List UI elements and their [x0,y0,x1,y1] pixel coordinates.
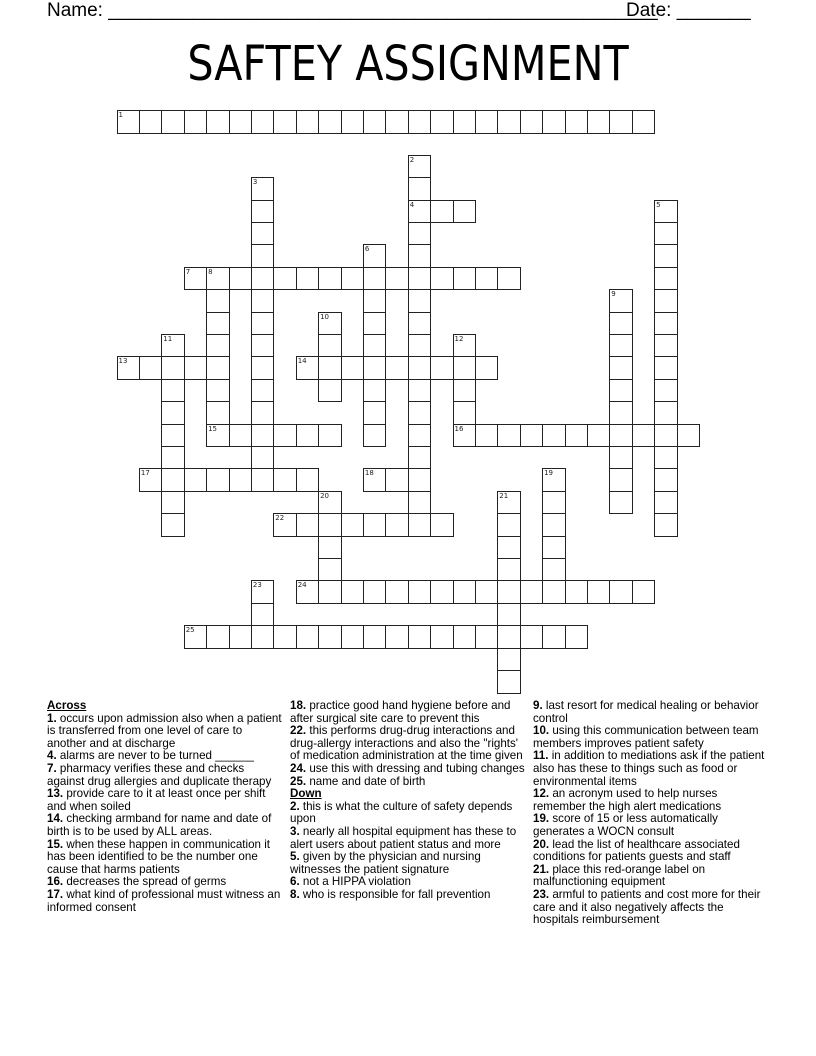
crossword-cell[interactable] [117,110,141,134]
cell-number: 2 [409,155,415,164]
crossword-cell[interactable] [408,424,432,448]
clue-across-17: 17. what kind of professional must witness an informed consent [47,887,281,914]
crossword-cell[interactable] [251,244,275,268]
cell-number: 13 [118,357,128,366]
crossword-cell[interactable] [318,312,342,336]
crossword-cell[interactable] [296,468,320,492]
crossword-cell[interactable] [251,289,275,313]
crossword-cell[interactable] [161,401,185,425]
crossword-cell[interactable] [318,424,342,448]
crossword-cell[interactable] [654,379,678,403]
crossword-cell[interactable] [408,155,432,179]
crossword-cell[interactable] [453,200,477,224]
crossword-cell[interactable] [654,491,678,515]
crossword-cell[interactable] [161,356,185,380]
crossword-cell[interactable] [385,267,409,291]
crossword-cell[interactable] [430,110,454,134]
crossword-cell[interactable] [609,379,633,403]
date-field[interactable]: Date: _______ [626,0,751,21]
crossword-cell[interactable] [542,580,566,604]
crossword-cell[interactable] [542,513,566,537]
crossword-cell[interactable] [609,289,633,313]
crossword-cell[interactable] [206,625,230,649]
crossword-cell[interactable] [408,177,432,201]
clue-across-18: 18. practice good hand hygiene before and after surgical site care to prevent this [290,699,511,725]
crossword-cell[interactable] [385,625,409,649]
crossword-cell[interactable] [229,625,253,649]
crossword-cell[interactable] [206,379,230,403]
crossword-cell[interactable] [497,670,521,694]
crossword-cell[interactable] [206,401,230,425]
crossword-cell[interactable] [251,603,275,627]
crossword-cell[interactable] [453,334,477,358]
crossword-cell[interactable] [654,267,678,291]
page-title: SAFTEY ASSIGNMENT [187,36,629,92]
crossword-cell[interactable] [453,267,477,291]
crossword-cell[interactable] [318,267,342,291]
crossword-cell[interactable] [318,491,342,515]
crossword-cell[interactable] [453,424,477,448]
crossword-cell[interactable] [206,356,230,380]
crossword-cell[interactable] [363,356,387,380]
crossword-cell[interactable] [408,625,432,649]
crossword-cell[interactable] [206,312,230,336]
crossword-cell[interactable] [408,513,432,537]
crossword-cell[interactable] [251,177,275,201]
crossword-cell[interactable] [229,468,253,492]
crossword-cell[interactable] [251,468,275,492]
crossword-cell[interactable] [475,267,499,291]
crossword-cell[interactable] [161,424,185,448]
crossword-cell[interactable] [296,267,320,291]
crossword-cell[interactable] [475,110,499,134]
crossword-cell[interactable] [184,110,208,134]
cell-number: 20 [320,491,330,500]
crossword-cell[interactable] [654,312,678,336]
crossword-cell[interactable] [206,267,230,291]
cell-number: 9 [611,290,616,299]
cell-number: 5 [656,200,661,209]
clue-down-3: 3. nearly all hospital equipment has these to alert users about patient status and more [290,824,517,851]
crossword-cell[interactable] [654,200,678,224]
crossword-cell[interactable] [341,580,365,604]
crossword-cell[interactable] [251,580,275,604]
down-heading: Down [290,787,322,801]
cell-number: 12 [454,335,464,343]
crossword-cell[interactable] [497,110,521,134]
crossword-cell[interactable] [139,110,163,134]
crossword-cell[interactable] [251,625,275,649]
crossword-cell[interactable] [363,267,387,291]
crossword-cell[interactable] [497,536,521,560]
crossword-cell[interactable] [161,468,185,492]
crossword-cell[interactable] [609,580,633,604]
crossword-cell[interactable] [654,244,678,268]
crossword-cell[interactable] [318,110,342,134]
crossword-cell[interactable] [609,334,633,358]
clue-down-9: 9. last resort for medical healing or behavior control [533,699,759,725]
crossword-cell[interactable] [408,312,432,336]
crossword-cell[interactable] [229,424,253,448]
crossword-cell[interactable] [184,625,208,649]
crossword-cell[interactable] [139,356,163,380]
crossword-cell[interactable] [296,625,320,649]
crossword-cell[interactable] [497,424,521,448]
clue-across-4: 4. alarms are never to be turned ______ [47,749,254,763]
clue-across-25: 25. name and date of birth [290,774,426,788]
clue-across-13: 13. provide care to it at least once per shift and when soiled [47,787,266,813]
crossword-cell[interactable] [273,110,297,134]
crossword-cell[interactable] [430,513,454,537]
clue-down-5: 5. given by the physician and nursing witnesses the patient signature [290,850,481,876]
crossword-cell[interactable] [363,110,387,134]
clue-down-12: 12. an acronym used to help nurses remember the high alert medications [533,787,722,813]
crossword-cell[interactable] [385,356,409,380]
cell-number: 25 [185,626,195,635]
cell-number: 15 [208,424,218,433]
clue-across-14: 14. checking armband for name and date of birth is to be used by ALL areas. [47,812,272,838]
cell-number: 21 [499,491,509,500]
crossword-cell[interactable] [251,379,275,403]
crossword-cell[interactable] [206,424,230,448]
crossword-cell[interactable] [318,356,342,380]
crossword-cell[interactable] [229,110,253,134]
crossword-cell[interactable] [139,468,163,492]
crossword-cell[interactable] [408,222,432,246]
clue-down-23: 23. armful to patients and cost more for their care and it also negatively affects the hospitals reimbursement [533,887,761,927]
cell-number: 7 [185,267,191,276]
crossword-cell[interactable] [542,625,566,649]
crossword-cell[interactable] [430,267,454,291]
crossword-cell[interactable] [408,580,432,604]
crossword-cell[interactable] [408,491,432,515]
crossword-cell[interactable] [251,110,275,134]
crossword-cell[interactable] [475,356,499,380]
cell-number: 17 [140,469,150,478]
crossword-cell[interactable] [296,580,320,604]
crossword-cell[interactable] [497,267,521,291]
cell-number: 24 [297,581,307,590]
crossword-cell[interactable] [363,312,387,336]
crossword-cell[interactable] [273,625,297,649]
clue-down-10: 10. using this communication between team members improves patient safety [533,724,759,750]
crossword-cell[interactable] [654,513,678,537]
crossword-cell[interactable] [161,446,185,470]
crossword-cell[interactable] [542,110,566,134]
crossword-cell[interactable] [296,513,320,537]
cell-number: 11 [163,335,173,343]
crossword-cell[interactable] [520,625,544,649]
crossword-cell[interactable] [565,625,589,649]
crossword-cell[interactable] [408,468,432,492]
cell-number: 4 [409,200,415,209]
crossword-cell[interactable] [609,446,633,470]
clue-column-3 [533,700,769,927]
crossword-cell[interactable] [251,334,275,358]
clue-across-24: 24. use this with dressing and tubing changes [290,761,525,775]
crossword-cell[interactable] [453,625,477,649]
crossword-cell[interactable] [609,312,633,336]
clue-across-1: 1. occurs upon admission also when a patient is transferred from one level of care to another and at discharge [47,711,282,750]
crossword-cell[interactable] [206,289,230,313]
crossword-cell[interactable] [654,424,678,448]
crossword-cell[interactable] [453,379,477,403]
crossword-cell[interactable] [453,401,477,425]
crossword-cell[interactable] [542,424,566,448]
crossword-cell[interactable] [497,625,521,649]
crossword-cell[interactable] [408,244,432,268]
crossword-cell[interactable] [654,356,678,380]
crossword-cell[interactable] [475,424,499,448]
crossword-cell[interactable] [497,513,521,537]
crossword-cell[interactable] [385,468,409,492]
crossword-cell[interactable] [206,110,230,134]
crossword-cell[interactable] [609,424,633,448]
cell-number: 1 [118,111,123,119]
crossword-cell[interactable] [587,580,611,604]
crossword-cell[interactable] [609,468,633,492]
crossword-cell[interactable] [363,334,387,358]
clue-column-2 [290,700,526,902]
crossword-cell[interactable] [341,267,365,291]
crossword-cell[interactable] [408,200,432,224]
crossword-cell[interactable] [385,110,409,134]
across-heading: Across [47,699,87,712]
crossword-cell[interactable] [408,334,432,358]
crossword-cell[interactable] [542,491,566,515]
crossword-cell[interactable] [587,424,611,448]
crossword-cell[interactable] [161,379,185,403]
crossword-cell[interactable] [497,558,521,582]
crossword-cell[interactable] [408,267,432,291]
crossword-cell[interactable] [542,558,566,582]
crossword-cell[interactable] [296,424,320,448]
crossword-cell[interactable] [363,580,387,604]
crossword-cell[interactable] [273,513,297,537]
clue-across-15: 15. when these happen in communication it has been identified to be the number one cause that harms patients [47,837,271,876]
crossword-cell[interactable] [273,424,297,448]
crossword-cell[interactable] [565,424,589,448]
crossword-cell[interactable] [542,536,566,560]
crossword-cell[interactable] [430,356,454,380]
clue-across-16: 16. decreases the spread of germs [47,875,227,889]
crossword-cell[interactable] [408,356,432,380]
crossword-cell[interactable] [318,513,342,537]
crossword-cell[interactable] [318,580,342,604]
crossword-cell[interactable] [251,200,275,224]
clue-column-1 [47,700,283,914]
crossword-cell[interactable] [632,110,656,134]
crossword-cell[interactable] [184,468,208,492]
crossword-cell[interactable] [341,110,365,134]
crossword-cell[interactable] [408,289,432,313]
crossword-cell[interactable] [296,356,320,380]
crossword-cell[interactable] [587,110,611,134]
crossword-cell[interactable] [453,580,477,604]
crossword-cell[interactable] [677,424,701,448]
cell-number: 14 [297,357,307,366]
crossword-cell[interactable] [430,625,454,649]
crossword-cell[interactable] [161,110,185,134]
crossword-cell[interactable] [318,625,342,649]
crossword-cell[interactable] [385,513,409,537]
clue-down-21: 21. place this red-orange label on malfunctioning equipment [533,862,706,889]
crossword-cell[interactable] [318,334,342,358]
crossword-cell[interactable] [341,513,365,537]
crossword-cell[interactable] [520,110,544,134]
crossword-cell[interactable] [341,356,365,380]
crossword-cell[interactable] [161,491,185,515]
crossword-cell[interactable] [520,580,544,604]
crossword-cell[interactable] [273,468,297,492]
crossword-cell[interactable] [251,424,275,448]
crossword-cell[interactable] [542,468,566,492]
crossword-cell[interactable] [184,267,208,291]
crossword-cell[interactable] [273,267,297,291]
crossword-cell[interactable] [251,356,275,380]
crossword-cell[interactable] [453,356,477,380]
clue-across-7: 7. pharmacy verifies these and checks against drug allergies and duplicate therapy [47,761,272,788]
crossword-cell[interactable] [318,379,342,403]
crossword-cell[interactable] [184,356,208,380]
crossword-cell[interactable] [632,424,656,448]
crossword-cell[interactable] [408,446,432,470]
crossword-cell[interactable] [385,580,409,604]
cell-number: 19 [544,469,554,478]
cell-number: 8 [208,267,213,276]
clue-down-11: 11. in addition to mediations ask if the patient also has these to things such as food or environmental items [533,749,765,788]
crossword-cell[interactable] [654,401,678,425]
crossword-cell[interactable] [430,200,454,224]
crossword-cell[interactable] [318,536,342,560]
cell-number: 10 [320,312,330,321]
clue-down-19: 19. score of 15 or less automatically generates a WOCN consult [533,812,718,838]
crossword-cell[interactable] [161,334,185,358]
crossword-cell[interactable] [497,491,521,515]
cell-number: 23 [252,581,262,590]
crossword-cell[interactable] [609,356,633,380]
crossword-cell[interactable] [363,289,387,313]
crossword-cell[interactable] [408,379,432,403]
crossword-cell[interactable] [565,110,589,134]
crossword-cell[interactable] [654,446,678,470]
crossword-cell[interactable] [296,110,320,134]
cell-number: 18 [364,469,374,478]
crossword-cell[interactable] [363,468,387,492]
cell-number: 16 [454,424,464,433]
clue-down-8: 8. who is responsible for fall prevention [290,887,491,901]
clue-down-6: 6. not a HIPPA violation [290,875,411,889]
crossword-cell[interactable] [453,110,477,134]
crossword-cell[interactable] [654,334,678,358]
cell-number: 22 [275,514,285,523]
crossword-cell[interactable] [475,580,499,604]
crossword-cell[interactable] [206,334,230,358]
crossword-cell[interactable] [229,267,253,291]
crossword-cell[interactable] [363,513,387,537]
crossword-cell[interactable] [251,446,275,470]
crossword-cell[interactable] [318,558,342,582]
crossword-cell[interactable] [632,580,656,604]
crossword-cell[interactable] [251,312,275,336]
crossword-cell[interactable] [117,356,141,380]
clue-down-2: 2. this is what the culture of safety depends upon [290,799,513,826]
crossword-cell[interactable] [609,491,633,515]
crossword-cell[interactable] [363,424,387,448]
crossword-cell[interactable] [251,222,275,246]
crossword-cell[interactable] [408,110,432,134]
crossword-cell[interactable] [497,648,521,672]
crossword-cell[interactable] [654,289,678,313]
crossword-cell[interactable] [497,603,521,627]
crossword-cell[interactable] [363,379,387,403]
crossword-cell[interactable] [654,468,678,492]
cell-number: 3 [252,178,258,187]
crossword-cell[interactable] [161,513,185,537]
clue-down-20: 20. lead the list of healthcare associated conditions for patients guests and staff [533,837,740,864]
crossword-cell[interactable] [206,468,230,492]
crossword-cell[interactable] [497,580,521,604]
crossword-cell[interactable] [565,580,589,604]
clue-across-22: 22. this performs drug-drug interactions and drug-allergy interactions and also the "rights' of medication administration at the time given [290,724,523,763]
crossword-cell[interactable] [520,424,544,448]
name-field[interactable]: Name: ____________________________________________________ [47,0,658,21]
crossword-cell[interactable] [609,401,633,425]
crossword-cell[interactable] [609,110,633,134]
cell-number: 6 [364,245,370,254]
crossword-cell[interactable] [251,267,275,291]
crossword-cell[interactable] [475,625,499,649]
crossword-cell[interactable] [430,580,454,604]
crossword-cell[interactable] [341,625,365,649]
crossword-cell[interactable] [363,244,387,268]
crossword-cell[interactable] [251,401,275,425]
crossword-cell[interactable] [654,222,678,246]
crossword-cell[interactable] [363,401,387,425]
crossword-cell[interactable] [363,625,387,649]
crossword-cell[interactable] [408,401,432,425]
